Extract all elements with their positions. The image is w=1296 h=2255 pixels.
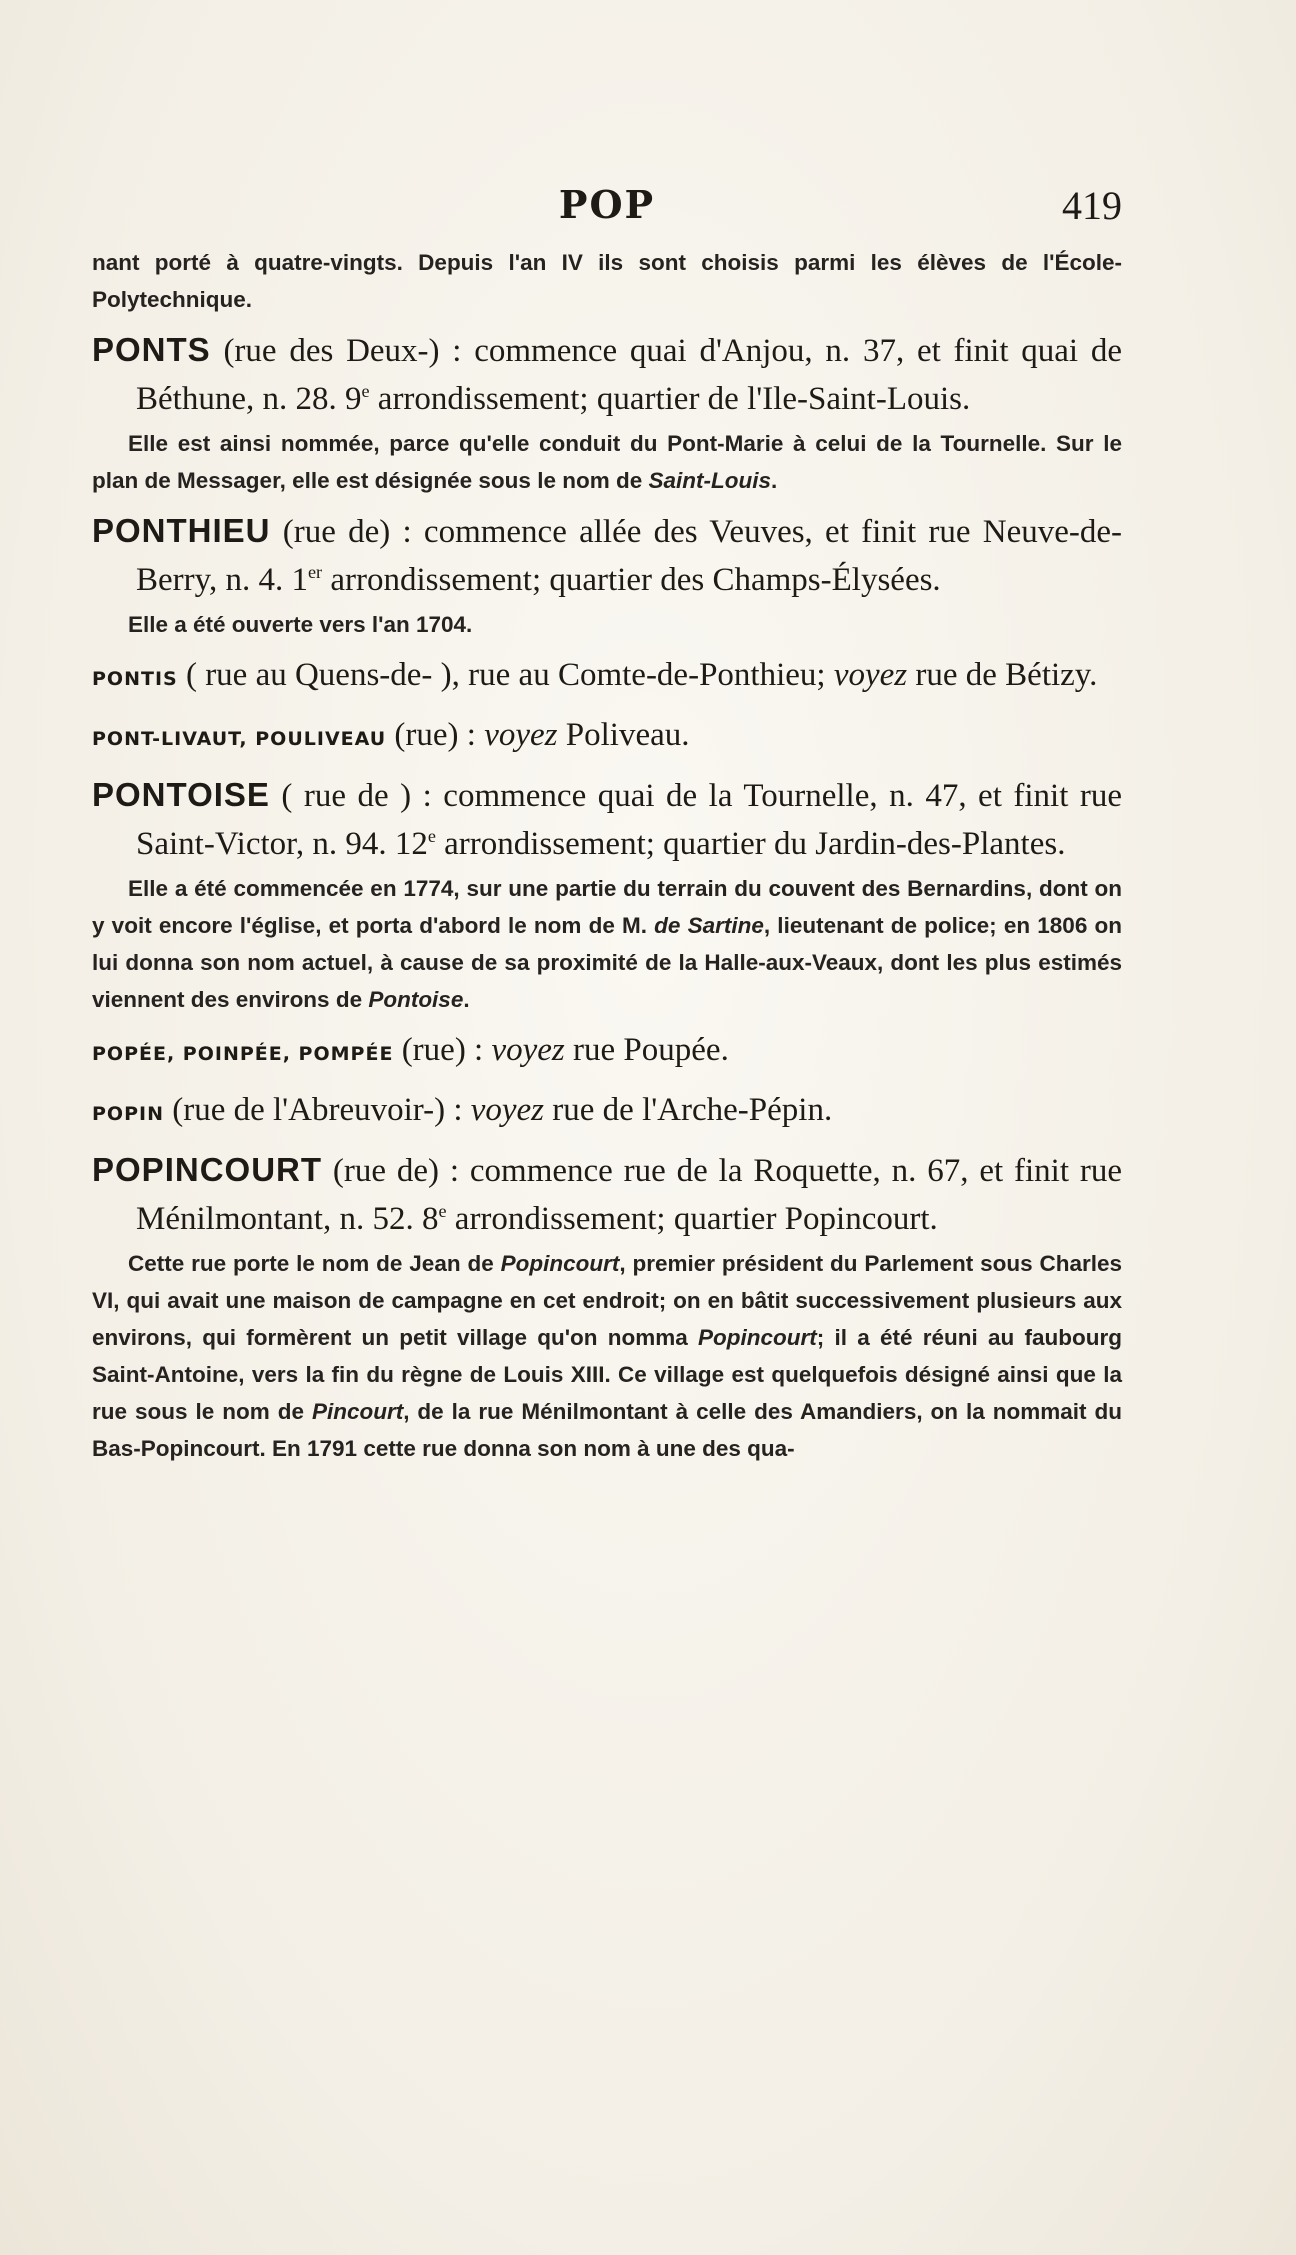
entry-text: (rue de) : commence rue de la Roquette, n. 67, et finit rue Ménilmontant, n. 52. 8 [136, 1153, 1122, 1237]
note-text: Elle est ainsi nommée, parce qu'elle conduit du Pont-Marie à celui de la Tournelle. Sur le plan de Messager, elle est désignée sous le nom de [92, 431, 1122, 493]
headword: POPIN [92, 1103, 164, 1125]
note-italic: Pincourt [311, 1399, 404, 1424]
entry-pont-livaut [92, 711, 1122, 763]
entry-ponthieu [92, 507, 1122, 643]
entry-text: rue de Bétizy. [907, 657, 1098, 693]
entry-main [92, 771, 1122, 868]
headword: PONTS [92, 331, 211, 368]
entry-text: Poliveau. [557, 717, 690, 753]
note-text: ; il a été réuni au faubourg Saint-Antoine, vers la fin du règne de Louis XIII. Ce village est quelquefois désigné ainsi que la rue sous le nom de [92, 1325, 1122, 1424]
entry-note [92, 425, 1122, 499]
entry-main [92, 1086, 1122, 1138]
headword: PONT-LIVAUT, POULIVEAU [92, 728, 387, 750]
voyez-ref: voyez [484, 717, 558, 753]
entry-text: (rue de l'Abreuvoir-) : [163, 1092, 471, 1128]
continued-note: nant porté à quatre-vingts. Depuis l'an IV ils sont choisis parmi les élèves de l'École-Polytechnique. [92, 250, 1122, 312]
ordinal-suffix: er [308, 562, 323, 582]
note-italic: Pontoise [368, 987, 464, 1012]
note-text: . [770, 468, 778, 493]
ordinal-suffix: e [427, 826, 436, 846]
headword: POPÉE, POINPÉE, POMPÉE [92, 1043, 394, 1065]
entry-text: (rue des Deux-) : commence quai d'Anjou, n. 37, et finit quai de Béthune, n. 28. 9 [136, 333, 1122, 417]
entry-main [92, 711, 1122, 763]
voyez-ref: voyez [833, 657, 908, 693]
note-text: , de la rue Ménilmontant à celle des Amandiers, on la nommait du Bas-Popincourt. En 1791 cette rue donna son nom à une des qua- [92, 1399, 1122, 1461]
entry-pontis [92, 651, 1122, 703]
entry-main [92, 1146, 1122, 1243]
note-italic: Saint-Louis [648, 468, 771, 493]
entry-text: arrondissement; quartier de l'Ile-Saint-Louis. [369, 381, 971, 417]
entry-text: arrondissement; quartier des Champs-Élysées. [322, 562, 941, 598]
headword: POPINCOURT [92, 1151, 323, 1188]
voyez-ref: voyez [491, 1032, 565, 1068]
note-italic: de Sartine [654, 913, 764, 938]
entry-main [92, 1026, 1122, 1078]
entry-text: (rue) : [386, 717, 485, 753]
note-italic: Popincourt [500, 1251, 620, 1276]
headword: PONTIS [92, 668, 178, 690]
entry-text: (rue) : [393, 1032, 492, 1068]
note-text: , premier président du Parlement sous Charles VI, qui avait une maison de campagne en cet endroit; on en bâtit successivement plusieurs aux environs, qui formèrent un petit village qu'on nomma [92, 1251, 1122, 1350]
note-text: . [463, 987, 470, 1012]
headword: PONTHIEU [92, 512, 271, 549]
entry-note [92, 870, 1122, 1018]
entry-popin [92, 1086, 1122, 1138]
entry-text: rue de l'Arche-Pépin. [544, 1092, 833, 1128]
entry-main [92, 326, 1122, 423]
note-italic: Popincourt [698, 1325, 817, 1350]
entry-main [92, 651, 1122, 703]
headword: PONTOISE [92, 776, 270, 813]
ordinal-suffix: e [361, 381, 370, 401]
ordinal-suffix: e [438, 1201, 447, 1221]
entry-text: rue Poupée. [564, 1032, 729, 1068]
page-number: 419 [1062, 183, 1122, 228]
note-text: Elle a été commencée en 1774, sur une partie du terrain du couvent des Bernardins, dont on y voit encore l'église, et porta d'abord le nom de M. [92, 876, 1122, 938]
entry-popee [92, 1026, 1122, 1078]
page-header [92, 172, 1122, 236]
entry-note [92, 1245, 1122, 1467]
text-block [92, 172, 1122, 1467]
note-text: , lieutenant de police; en 1806 on lui donna son nom actuel, à cause de sa proximité de la Halle-aux-Veaux, dont les plus estimés viennent des environs de [92, 913, 1122, 1012]
entry-pontoise [92, 771, 1122, 1018]
entry-text: ( rue au Quens-de- ), rue au Comte-de-Ponthieu; [177, 657, 834, 693]
entry-text: arrondissement; quartier Popincourt. [446, 1201, 938, 1237]
running-head: POP [558, 182, 656, 227]
entry-text: (rue de) : commence allée des Veuves, et finit rue Neuve-de-Berry, n. 4. 1 [136, 514, 1122, 598]
entry-ponts [92, 326, 1122, 499]
entry-text: ( rue de ) : commence quai de la Tournelle, n. 47, et finit rue Saint-Victor, n. 94. 12 [136, 778, 1122, 862]
note-text: Cette rue porte le nom de Jean de [128, 1251, 501, 1276]
entry-note: Elle a été ouverte vers l'an 1704. [128, 612, 473, 637]
entry-text: arrondissement; quartier du Jardin-des-Plantes. [435, 826, 1066, 862]
entry-main [92, 507, 1122, 604]
voyez-ref: voyez [470, 1092, 545, 1128]
entry-popincourt [92, 1146, 1122, 1467]
